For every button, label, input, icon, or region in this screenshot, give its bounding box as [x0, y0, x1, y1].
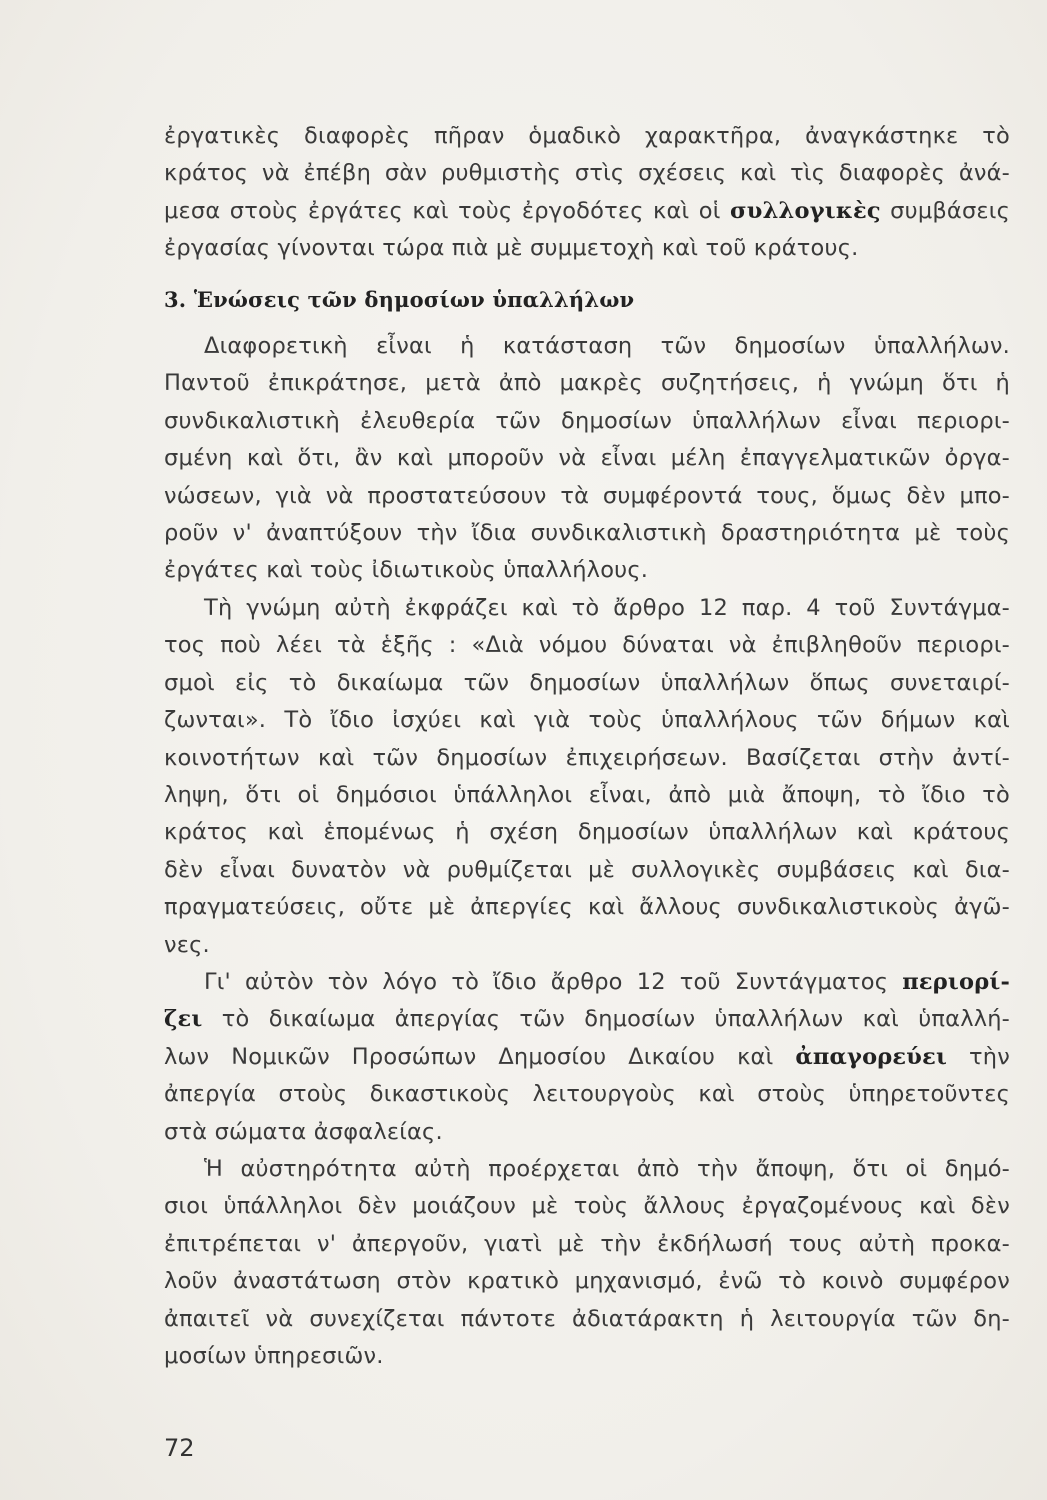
text-line [164, 964, 1010, 1001]
text-line: ληψη, ὅτι οἱ δημόσιοι ὑπάλληλοι εἶναι, ἀπὸ μιὰ ἄποψη, τὸ ἴδιο τὸ [164, 781, 1010, 808]
text-line: ζωνται». Τὸ ἴδιο ἰσχύει καὶ γιὰ τοὺς ὑπαλλήλους τῶν δήμων καὶ [164, 707, 1010, 734]
text-line: Παντοῦ ἐπικράτησε, μετὰ ἀπὸ μακρὲς συζητήσεις, ἡ γνώμη ὅτι ἡ [164, 370, 1010, 397]
text-line: λοῦν ἀναστάτωση στὸν κρατικὸ μηχανισμό, ἐνῶ τὸ κοινὸ συμφέρον [164, 1268, 1010, 1295]
text-line: σμένη καὶ ὅτι, ἂν καὶ μποροῦν νὰ εἶναι μέλη ἐπαγγελματικῶν ὀργα- [164, 445, 1010, 472]
text-run: τὸ δικαίωμα ἀπεργίας τῶν δημοσίων ὑπαλλήλων καὶ ὑπαλλή- [202, 1006, 1010, 1033]
text-line: Τὴ γνώμη αὐτὴ ἐκφράζει καὶ τὸ ἄρθρο 12 παρ. 4 τοῦ Συντάγμα- [204, 594, 1010, 621]
text-line: κράτος καὶ ἑπομένως ἡ σχέση δημοσίων ὑπαλλήλων καὶ κράτους [164, 819, 1010, 846]
text-run: Γι' αὐτὸν τὸν λόγο τὸ ἴδιο ἄρθρο 12 τοῦ Συντάγματος [204, 968, 903, 995]
text-run: συμβάσεις [880, 197, 1010, 224]
text-line: ἀπαιτεῖ νὰ συνεχίζεται πάντοτε ἀδιατάρακτη ἡ λειτουργία τῶν δη- [164, 1305, 1010, 1332]
text-line: ἐπιτρέπεται ν' ἀπεργοῦν, γιατὶ μὲ τὴν ἐκδήλωσή τους αὐτὴ προκα- [164, 1230, 1010, 1257]
text-line: κράτος νὰ ἐπέβη σὰν ρυθμιστὴς στὶς σχέσεις καὶ τὶς διαφορὲς ἀνά- [164, 160, 1010, 187]
text-line: κοινοτήτων καὶ τῶν δημοσίων ἐπιχειρήσεων. Βασίζεται στὴν ἀντί- [164, 744, 1010, 771]
text-line: ἀπεργία στοὺς δικαστικοὺς λειτουργοὺς καὶ στοὺς ὑπηρετοῦντες [164, 1081, 1010, 1108]
text-line: δὲν εἶναι δυνατὸν νὰ ρυθμίζεται μὲ συλλογικὲς συμβάσεις καὶ δια- [164, 856, 1010, 883]
text-line: μοσίων ὑπηρεσιῶν. [164, 1343, 384, 1369]
text-line: νες. [164, 931, 210, 958]
text-line: στὰ σώματα ἀσφαλείας. [164, 1118, 443, 1145]
page-number: 72 [164, 1434, 195, 1462]
text-line: νώσεων, γιὰ νὰ προστατεύσουν τὰ συμφέροντά τους, ὅμως δὲν μπο- [164, 482, 1010, 509]
text-line [164, 193, 1010, 230]
text-line: ἐργατικὲς διαφορὲς πῆραν ὁμαδικὸ χαρακτῆρα, ἀναγκάστηκε τὸ [164, 123, 1010, 149]
text-line: ἐργάτες καὶ τοὺς ἰδιωτικοὺς ὑπαλλήλους. [164, 557, 649, 584]
body-text [164, 118, 1010, 1375]
text-line: Ἡ αὐστηρότητα αὐτὴ προέρχεται ἀπὸ τὴν ἄποψη, ὅτι οἱ δημό- [204, 1155, 1010, 1182]
text-line: συνδικαλιστικὴ ἐλευθερία τῶν δημοσίων ὑπαλλήλων εἶναι περιορι- [164, 407, 1010, 434]
text-run: λων Νομικῶν Προσώπων Δημοσίου Δικαίου καὶ [164, 1043, 796, 1070]
section-title: 3. Ἑνώσεις τῶν δημοσίων ὑπαλλήλων [164, 286, 635, 312]
bold-term-periorizei: περιορί- [902, 968, 1010, 995]
text-line [164, 1039, 1010, 1076]
text-line: ροῦν ν' ἀναπτύξουν τὴν ἴδια συνδικαλιστικὴ δραστηριότητα μὲ τοὺς [164, 520, 1010, 547]
text-line: πραγματεύσεις, οὔτε μὲ ἀπεργίες καὶ ἄλλους συνδικαλιστικοὺς ἀγῶ- [164, 894, 1010, 921]
bold-term-syllogikes: συλλογικὲς [729, 197, 881, 224]
text-run: τὴν [947, 1043, 1010, 1070]
bold-term-periorizei-end: ζει [164, 1006, 203, 1033]
text-line [164, 1001, 1010, 1038]
text-line: τος ποὺ λέει τὰ ἑξῆς : «Διὰ νόμου δύναται νὰ ἐπιβληθοῦν περιορι- [164, 632, 1010, 659]
text-line: Διαφορετικὴ εἶναι ἡ κατάσταση τῶν δημοσίων ὑπαλλήλων. [204, 333, 1010, 360]
text-line: σιοι ὑπάλληλοι δὲν μοιάζουν μὲ τοὺς ἄλλους ἐργαζομένους καὶ δὲν [164, 1193, 1010, 1220]
text-line: ἐργασίας γίνονται τώρα πιὰ μὲ συμμετοχὴ καὶ τοῦ κράτους. [164, 235, 859, 262]
text-line: σμοὶ εἰς τὸ δικαίωμα τῶν δημοσίων ὑπαλλήλων ὅπως συνεταιρί- [164, 669, 1010, 696]
bold-term-apagoreuei: ἀπαγορεύει [795, 1043, 948, 1070]
text-run: μεσα στοὺς ἐργάτες καὶ τοὺς ἐργοδότες καὶ οἱ [164, 197, 730, 224]
